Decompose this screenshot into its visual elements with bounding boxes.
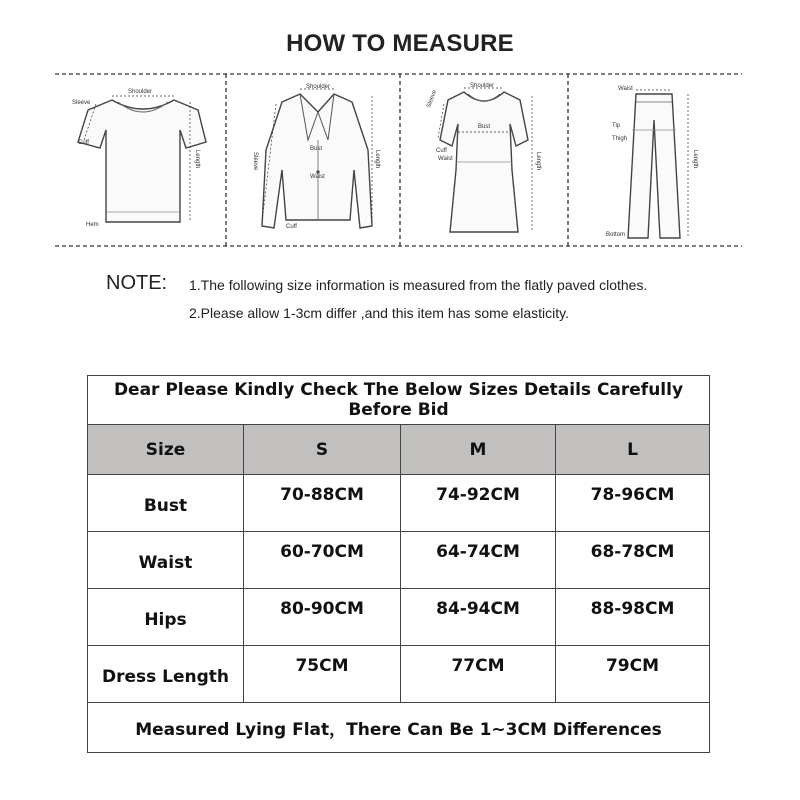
dress-bust-label: Bust — [478, 124, 491, 130]
pants-bottom-label: Bottom — [606, 232, 626, 238]
table-header: Dear Please Kindly Check The Below Sizes Details Carefully Before Bid — [88, 376, 710, 425]
dress-cuff-label: Cuff — [436, 148, 447, 154]
table-footer-row — [88, 703, 710, 753]
tshirt-cuff-label: Cuff — [78, 140, 89, 146]
table-cell: 77CM — [401, 646, 556, 703]
table-cell: 79CM — [556, 646, 710, 703]
blazer-bust-label: Bust — [310, 146, 323, 152]
dress-shoulder-label: Shoulder — [470, 83, 495, 89]
column-header-s: S — [244, 425, 401, 475]
blazer-sleeve-label: Sleeve — [252, 152, 258, 171]
pants-diagram — [606, 86, 698, 238]
row-label-waist: Waist — [88, 532, 244, 589]
pants-length-label: Length — [692, 150, 698, 169]
note-line-1: 1.The following size information is measured from the flatly paved clothes. — [189, 277, 648, 293]
row-label-hips: Hips — [88, 589, 244, 646]
table-cell: 78-96CM — [556, 475, 710, 532]
table-cell: 60-70CM — [244, 532, 401, 589]
blazer-length-label: Length — [374, 150, 380, 169]
table-column-row — [88, 425, 710, 475]
tshirt-length-label: Length — [194, 150, 200, 169]
table-cell: 88-98CM — [556, 589, 710, 646]
column-header-size: Size — [88, 425, 244, 475]
note-heading: NOTE: — [106, 272, 168, 294]
row-label-bust: Bust — [88, 475, 244, 532]
dress-sleeve-label: Sleeve — [426, 89, 439, 109]
tshirt-shoulder-label: Shoulder — [128, 89, 153, 95]
table-row — [88, 646, 710, 703]
blazer-diagram — [252, 84, 380, 230]
table-row — [88, 475, 710, 532]
table-cell: 75CM — [244, 646, 401, 703]
table-row — [88, 532, 710, 589]
column-header-l: L — [556, 425, 710, 475]
tshirt-sleeve-label: Sleeve — [72, 100, 91, 106]
row-label-dress-length: Dress Length — [88, 646, 244, 703]
blazer-shoulder-label: Shoulder — [306, 84, 331, 90]
pants-tip-label: Tip — [612, 123, 621, 129]
table-cell: 74-92CM — [401, 475, 556, 532]
table-header-row — [88, 376, 710, 425]
table-footer: Measured Lying Flat，There Can Be 1~3CM Differences — [88, 703, 710, 753]
blazer-cuff-label: Cuff — [286, 224, 297, 230]
blazer-waist-label: Waist — [310, 174, 325, 180]
tshirt-hem-label: Hem — [86, 222, 99, 228]
size-chart-table — [87, 375, 710, 753]
table-cell: 80-90CM — [244, 589, 401, 646]
table-row — [88, 589, 710, 646]
table-cell: 64-74CM — [401, 532, 556, 589]
table-cell: 84-94CM — [401, 589, 556, 646]
pants-waist-label: Waist — [618, 86, 633, 92]
dress-waist-label: Waist — [438, 156, 453, 162]
note-line-2: 2.Please allow 1-3cm differ ,and this item has some elasticity. — [189, 305, 569, 321]
dress-diagram — [426, 83, 541, 232]
column-header-m: M — [401, 425, 556, 475]
table-cell: 68-78CM — [556, 532, 710, 589]
pants-thigh-label: Thigh — [612, 136, 628, 142]
measurement-diagrams — [0, 0, 800, 260]
tshirt-diagram — [72, 89, 206, 228]
table-cell: 70-88CM — [244, 475, 401, 532]
dress-length-label: Length — [535, 152, 541, 171]
page-title: HOW TO MEASURE — [286, 30, 514, 57]
